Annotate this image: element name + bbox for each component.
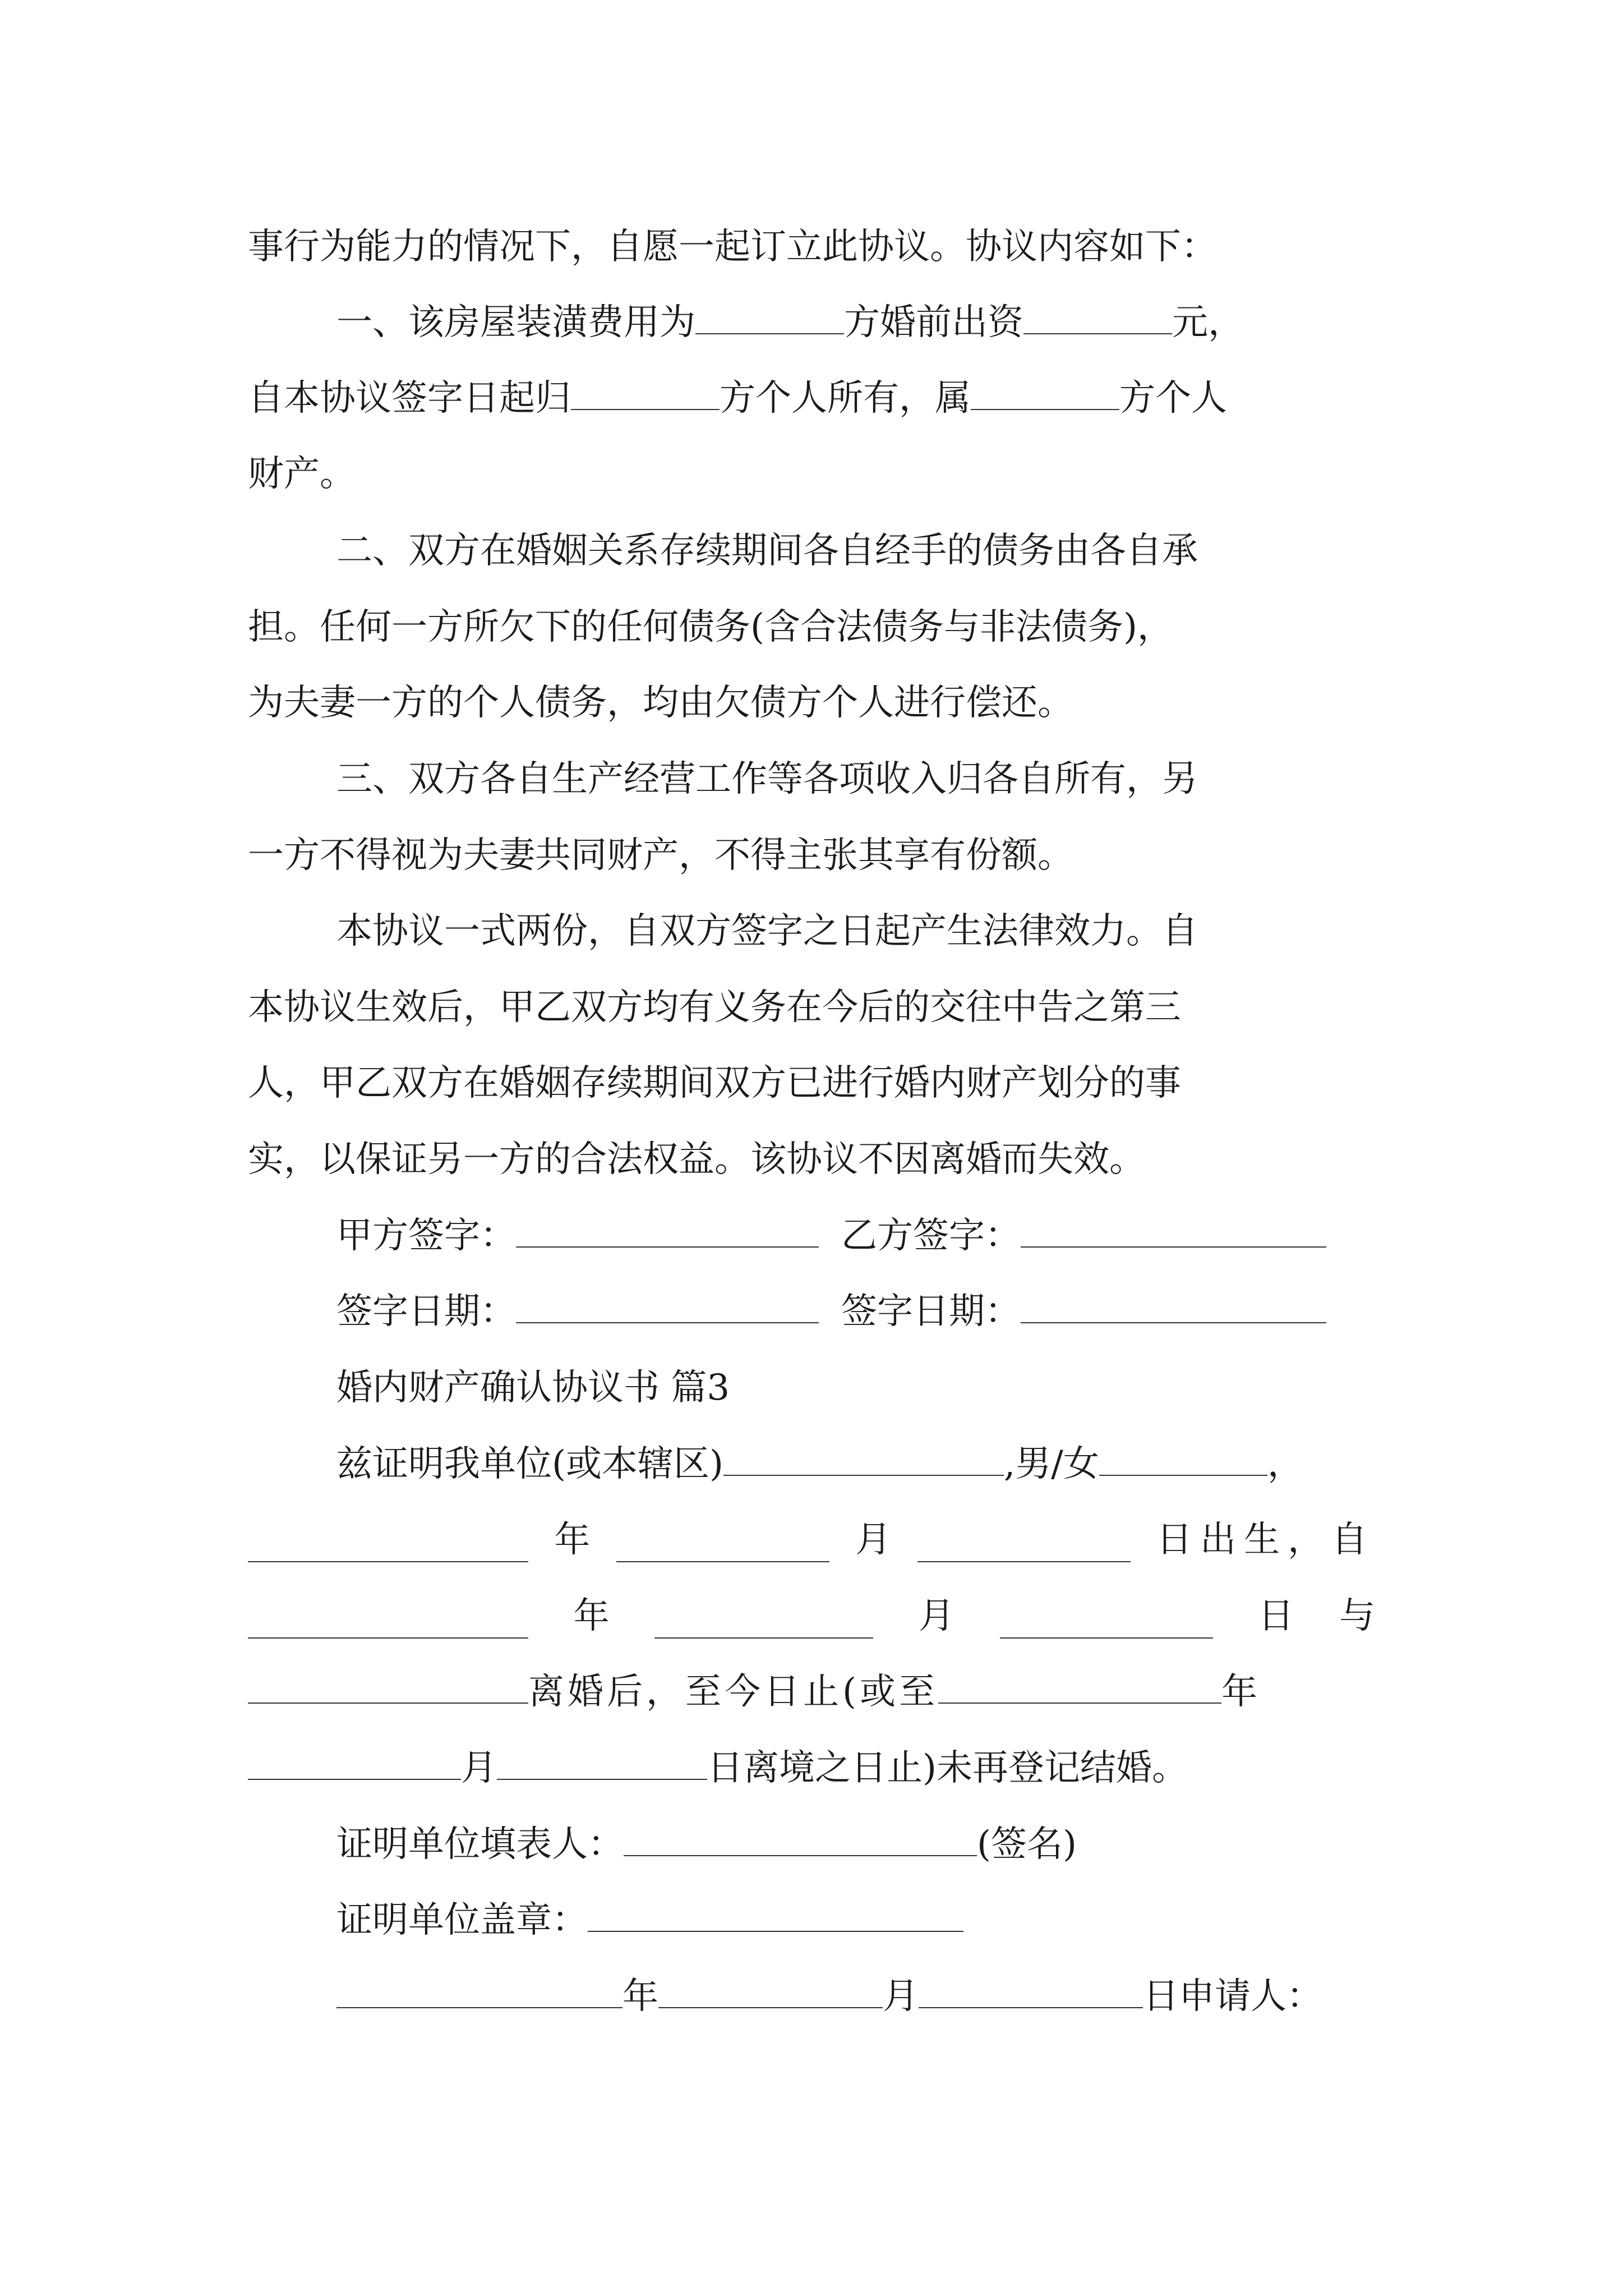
text-fragment: ,男/女 [1003,1443,1099,1485]
blank-field [616,1529,829,1562]
blank-field [938,1670,1221,1704]
text-line: 为夫妻一方的个人债务，均由欠债方个人进行偿还。 [248,682,1073,724]
text-fragment: ， [1267,1443,1303,1485]
text-fragment: 方婚前出资 [844,302,1023,343]
party-b-sign-label: 乙方签字： [841,1215,1021,1257]
blank-field [571,376,720,410]
blank-field [658,1975,883,2008]
text-fragment: 月 [461,1747,497,1789]
filler-signature-note: (签名) [977,1824,1077,1865]
blank-field [654,1605,873,1639]
section-title: 婚内财产确认协议书 篇3 [336,1367,730,1409]
text-line [248,1669,1257,1714]
blank-field [1023,301,1172,334]
text-fragment: 年 [623,1976,658,2017]
text-fragment: 方个人 [1119,378,1227,419]
blank-field [336,1975,623,2008]
text-fragment: 兹证明我单位(或本辖区) [336,1443,723,1485]
blank-field [248,1746,461,1780]
text-line: 本协议一式两份，自双方签字之日起产生法律效力。自 [336,910,1198,952]
party-b-date-label: 签字日期： [841,1291,1021,1332]
text-line: 担。任何一方所欠下的任何债务(含合法债务与非法债务)， [248,606,1173,648]
seal-row [336,1898,963,1943]
blank-field [971,376,1119,410]
text-fragment: 日离境之日止)未再登记结婚。 [707,1747,1188,1789]
blank-field [695,301,844,334]
party-a-sign-field [516,1214,819,1248]
seal-field [588,1898,963,1932]
text-fragment: 离婚后，至今日止(或至 [528,1671,938,1713]
text-line: 事行为能力的情况下，自愿一起订立此协议。协议内容如下： [248,226,1217,268]
text-fragment: 一、该房屋装潢费用为 [336,302,695,343]
text-line: 二、双方在婚姻关系存续期间各自经手的债务由各自承 [336,530,1198,572]
blank-field [248,1670,528,1704]
text-line: 一方不得视为夫妻共同财产，不得主张其享有份额。 [248,835,1073,876]
blank-field [919,1975,1143,2008]
party-a-date-label: 签字日期： [336,1291,516,1332]
party-a-sign-label: 甲方签字： [336,1215,516,1257]
text-line [336,300,1244,345]
text-fragment: 自本协议签字日起归 [248,378,571,419]
text-fragment: 年 [573,1595,610,1637]
signature-row [336,1213,1326,1258]
text-fragment: 月 [883,1976,919,2017]
text-fragment: 日申请人： [1143,1976,1322,2017]
text-fragment: 日出生，自 [1156,1519,1375,1561]
text-fragment: 元， [1172,302,1244,343]
text-fragment: 年 [554,1519,591,1561]
seal-label: 证明单位盖章： [336,1899,588,1941]
blank-field [497,1746,707,1780]
applicant-row [336,1974,1322,2019]
blank-field [917,1529,1131,1562]
filler-row [336,1822,1077,1867]
blank-field [248,1605,528,1639]
text-line [248,1594,1375,1639]
blank-field [723,1442,1004,1476]
text-line [248,1517,1375,1562]
text-line: 本协议生效后，甲乙双方均有义务在今后的交往中告之第三 [248,987,1181,1028]
text-line: 三、双方各自生产经营工作等各项收入归各自所有，另 [336,758,1198,800]
text-fragment: 与 [1339,1595,1375,1637]
blank-field [248,1529,528,1562]
text-line [248,1746,1188,1791]
text-line: 实，以保证另一方的合法权益。该协议不因离婚而失效。 [248,1139,1145,1180]
date-row [336,1289,1326,1334]
text-fragment: 月 [918,1595,955,1637]
party-a-date-field [516,1290,819,1323]
text-line [336,1442,1303,1487]
party-b-date-field [1021,1290,1326,1323]
text-fragment: 年 [1221,1671,1257,1713]
text-line: 财产。 [248,453,356,495]
party-b-sign-field [1021,1214,1326,1248]
text-fragment: 方个人所有，属 [720,378,971,419]
filler-sign-field [624,1823,977,1856]
blank-field [1099,1442,1267,1476]
text-line: 人，甲乙双方在婚姻存续期间双方已进行婚内财产划分的事 [248,1062,1181,1104]
blank-field [1000,1605,1213,1639]
filler-label: 证明单位填表人： [336,1824,624,1865]
text-fragment: 日 [1258,1595,1294,1637]
text-fragment: 月 [855,1519,892,1561]
text-line [248,376,1227,421]
